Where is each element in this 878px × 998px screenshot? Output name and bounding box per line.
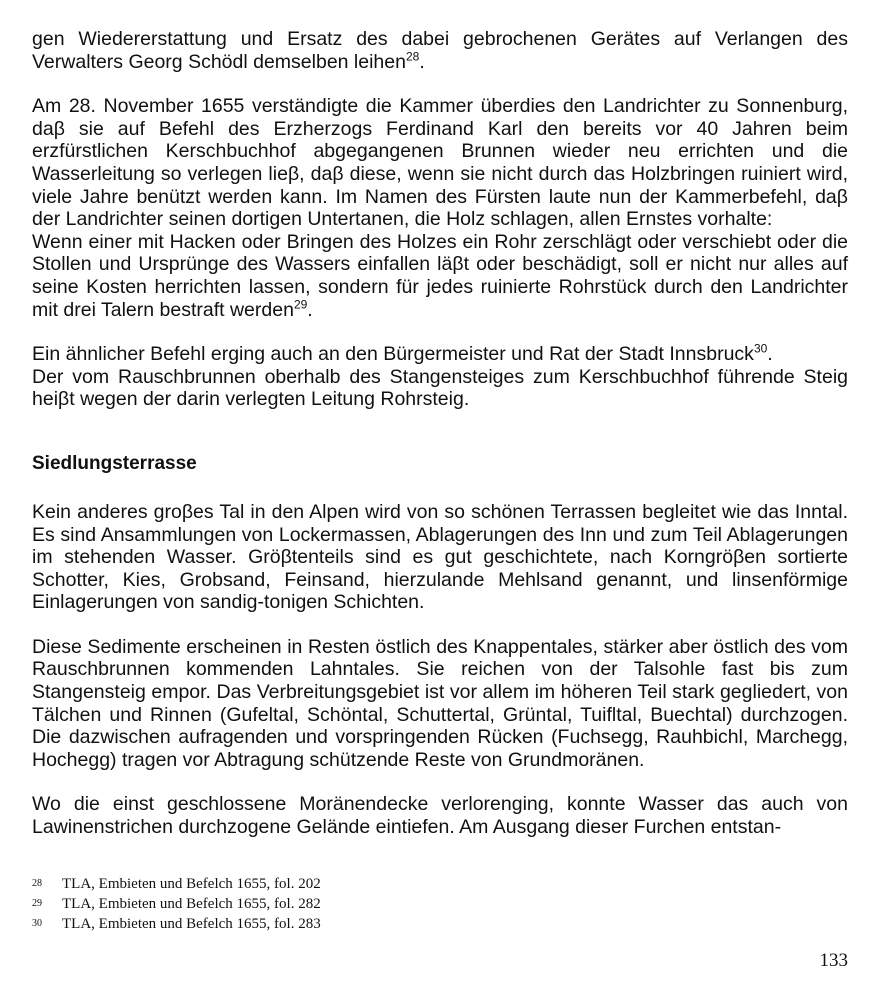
footnote-item [32, 915, 632, 935]
paragraph-text: Ein ähnlicher Befehl erging auch an den Bürgermeister und Rat der Stadt Innsbruck [32, 343, 754, 366]
footnote-ref-29[interactable]: 29 [293, 297, 308, 312]
paragraph-tail: . [419, 50, 425, 73]
section-paragraph-2: Diese Sedimente erscheinen in Resten östlich des Knappentales, stärker aber östlich des vom Rauschbrunnen kommenden Lahntales. Sie reichen von der Talsohle fast bis zum Stangensteig empor. Das Verbreitungsgebiet ist vor allem im höheren Teil stark gegliedert, von Tälchen und Rinnen (Gufeltal, Schöntal, Schuttertal, Grüntal, Tuifltal, Buechtal) durchzogen. Die dazwischen aufragenden und vorspringenden Rücken (Fuchsegg, Rauhbichl, Marchegg, Hochegg) tragen vor Abtragung schützende Reste von Grundmoränen. [32, 635, 848, 771]
paragraph-quote [32, 231, 848, 321]
footnote-number: 28 [32, 878, 42, 889]
page-number: 133 [819, 950, 848, 971]
section-heading: Siedlungsterrasse [32, 452, 197, 474]
paragraph-text-wrapper [32, 343, 848, 366]
footnotes [32, 875, 632, 935]
paragraph-kammer [32, 95, 848, 321]
paragraph-tail: . [767, 343, 773, 366]
page-body [32, 28, 848, 839]
paragraph-quote-text: Wenn einer mit Hacken oder Bringen des Holzes ein Rohr zerschlägt oder verschiebt oder die Stollen und Ursprünge des Wassers einfallen läβt oder beschädigt, soll er nicht nur alles auf seine Kosten herrichten lassen, sondern für jedes ruinierte Rohrstück durch den Landrichter mit drei Talern bestraft werden [32, 230, 848, 321]
footnote-text: TLA, Embieten und Befelch 1655, fol. 283 [62, 916, 321, 932]
paragraph-tail: . [307, 298, 313, 321]
footnote-item [32, 895, 632, 915]
paragraph-text: gen Wiedererstattung und Ersatz des dabei gebrochenen Gerätes auf Verlangen des Verwalters Georg Schödl demselben leihen [32, 28, 848, 73]
footnote-number: 30 [32, 918, 42, 929]
footnote-number: 29 [32, 898, 42, 909]
paragraph-intro [32, 28, 848, 73]
footnote-ref-28[interactable]: 28 [405, 49, 420, 64]
paragraph-text: Am 28. November 1655 verständigte die Kammer überdies den Landrichter zu Sonnenburg, daβ sie auf Befehl des Erzherzogs Ferdinand Karl den bereits vor 40 Jahren beim erzfürstlichen Kerschbuchhof abgegangenen Brunnen wieder neu errichten und die Wasserleitung so verlegen lieβ, daβ diese, wenn sie nicht durch das Holzbringen ruiniert wird, viele Jahre benützt werden kann. Im Namen des Fürsten laute nun der Kammerbefehl, daβ der Landrichter seinen dortigen Untertanen, die Holz schlagen, allen Ernstes vorhalte: [32, 95, 848, 231]
paragraph-continuation: Der vom Rauschbrunnen oberhalb des Stangensteiges zum Kerschbuchhof führende Steig heiβt wegen der darin verlegten Leitung Rohrsteig. [32, 365, 848, 411]
footnote-item [32, 875, 632, 895]
footnote-ref-30[interactable]: 30 [753, 341, 768, 356]
section-paragraph-3: Wo die einst geschlossene Moränendecke verlorenging, konnte Wasser das auch von Lawinenstrichen durchzogene Gelände eintiefen. Am Ausgang dieser Furchen entstan- [32, 793, 848, 839]
paragraph-innsbruck [32, 343, 848, 411]
section-paragraph-1: Kein anderes groβes Tal in den Alpen wird von so schönen Terrassen begleitet wie das Inntal. Es sind Ansammlungen von Lockermassen, Ablagerungen des Inn und zum Teil Ablagerungen im stehenden Wasser. Gröβtenteils sind es gut geschichtete, nach Korngröβen sortierte Schotter, Kies, Grobsand, Feinsand, hierzulande Mehlsand genannt, und linsenförmige Einlagerungen von sandig-tonigen Schichten. [32, 500, 848, 614]
footnote-text: TLA, Embieten und Befelch 1655, fol. 282 [62, 896, 321, 912]
footnote-text: TLA, Embieten und Befelch 1655, fol. 202 [62, 876, 321, 892]
